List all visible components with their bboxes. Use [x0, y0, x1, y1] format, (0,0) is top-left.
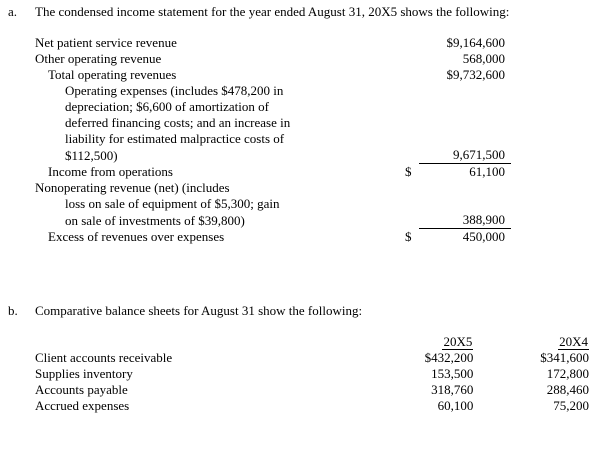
balance-sheet-column-header-label: 20X5 — [443, 334, 473, 349]
income-statement-row-currency — [405, 51, 419, 67]
income-statement-row-amount: $9,732,600 — [446, 67, 505, 82]
balance-sheet-header-blank — [35, 334, 364, 350]
income-statement-row-currency: $ — [405, 164, 412, 179]
income-statement-row-amount — [419, 131, 511, 147]
income-statement-row — [35, 67, 511, 83]
income-statement-row — [35, 147, 511, 164]
balance-sheet-row-value: $341,600 — [540, 350, 589, 365]
income-statement-row-amount: 450,000 — [462, 229, 505, 244]
balance-sheet-row-label: Accounts payable — [35, 382, 128, 397]
income-statement-row — [35, 115, 511, 131]
balance-sheet-column-header — [364, 334, 480, 350]
income-statement-row-label: liability for estimated malpractice costs of — [65, 131, 285, 146]
income-statement-row-label: Net patient service revenue — [35, 35, 177, 50]
balance-sheet-row-label: Accrued expenses — [35, 398, 130, 413]
balance-sheet-column-header-label: 20X4 — [559, 334, 588, 349]
income-statement-row-currency: $ — [405, 229, 412, 244]
income-statement-row-amount — [419, 115, 511, 131]
income-statement-row-amount — [419, 196, 511, 212]
income-statement-row-currency — [405, 131, 419, 147]
income-statement-row-label: Nonoperating revenue (net) (includes — [35, 180, 230, 195]
income-statement-row-currency — [405, 212, 419, 229]
balance-sheet-row-label: Client accounts receivable — [35, 350, 173, 365]
part-b-intro-text: Comparative balance sheets for August 31 show the following: — [35, 303, 363, 318]
balance-sheet-row-value: 75,200 — [553, 398, 589, 413]
income-statement-row-currency — [405, 83, 419, 99]
income-statement-table — [35, 35, 511, 245]
income-statement-row-currency — [405, 147, 419, 164]
income-statement-row-label: loss on sale of equipment of $5,300; gain — [65, 196, 280, 211]
balance-sheet-row-value: 60,100 — [437, 398, 474, 413]
income-statement-row — [35, 164, 511, 181]
income-statement-row-label: on sale of investments of $39,800) — [65, 212, 245, 228]
balance-sheet-row — [35, 366, 595, 382]
income-statement-row-amount: 568,000 — [462, 51, 505, 66]
income-statement-row — [35, 83, 511, 99]
income-statement-row-label: $112,500) — [65, 147, 118, 163]
comparative-balance-sheet-table — [35, 334, 595, 414]
part-a-intro-text: The condensed income statement for the year ended August 31, 20X5 shows the following: — [35, 4, 510, 19]
income-statement-row — [35, 229, 511, 246]
list-body-b — [35, 303, 595, 414]
income-statement-row-label: Operating expenses (includes $478,200 in — [65, 83, 284, 98]
income-statement-row — [35, 35, 511, 51]
income-statement-row-amount — [419, 83, 511, 99]
income-statement-row-currency — [405, 99, 419, 115]
income-statement-row — [35, 51, 511, 67]
balance-sheet-row-value: 153,500 — [431, 366, 474, 381]
income-statement-row-label: Excess of revenues over expenses — [48, 229, 225, 244]
balance-sheet-header-row — [35, 334, 595, 350]
balance-sheet-row-value: $432,200 — [424, 350, 474, 365]
balance-sheet-row — [35, 382, 595, 398]
income-statement-row-currency — [405, 180, 419, 196]
income-statement-row-label: Income from operations — [48, 164, 173, 179]
income-statement-row-amount: 9,671,500 — [419, 147, 511, 164]
income-statement-row-currency — [405, 196, 419, 212]
balance-sheet-row-value: 318,760 — [431, 382, 474, 397]
balance-sheet-column-header — [479, 334, 595, 350]
income-statement-row — [35, 180, 511, 196]
balance-sheet-row — [35, 350, 595, 366]
income-statement-row-amount — [419, 99, 511, 115]
income-statement-row — [35, 99, 511, 115]
income-statement-row-amount: 61,100 — [469, 164, 505, 179]
income-statement-row-label: Other operating revenue — [35, 51, 162, 66]
income-statement-row — [35, 212, 511, 229]
income-statement-row-currency — [405, 115, 419, 131]
list-marker-a: a. — [8, 4, 18, 19]
list-marker-b: b. — [8, 303, 18, 318]
income-statement-row-label: depreciation; $6,600 of amortization of — [65, 99, 269, 114]
income-statement-row-label: deferred financing costs; and an increase in — [65, 115, 291, 130]
income-statement-row — [35, 196, 511, 212]
balance-sheet-row-value: 288,460 — [546, 382, 589, 397]
income-statement-row-amount — [419, 180, 511, 196]
income-statement-row — [35, 131, 511, 147]
income-statement-row-currency — [405, 35, 419, 51]
income-statement-row-label: Total operating revenues — [48, 67, 177, 82]
balance-sheet-row-label: Supplies inventory — [35, 366, 133, 381]
income-statement-row-currency — [405, 67, 419, 83]
income-statement-row-amount: 388,900 — [419, 212, 511, 229]
income-statement-row-amount: $9,164,600 — [446, 35, 505, 50]
list-body-a — [35, 4, 595, 245]
balance-sheet-row-value: 172,800 — [546, 366, 589, 381]
balance-sheet-row — [35, 398, 595, 414]
